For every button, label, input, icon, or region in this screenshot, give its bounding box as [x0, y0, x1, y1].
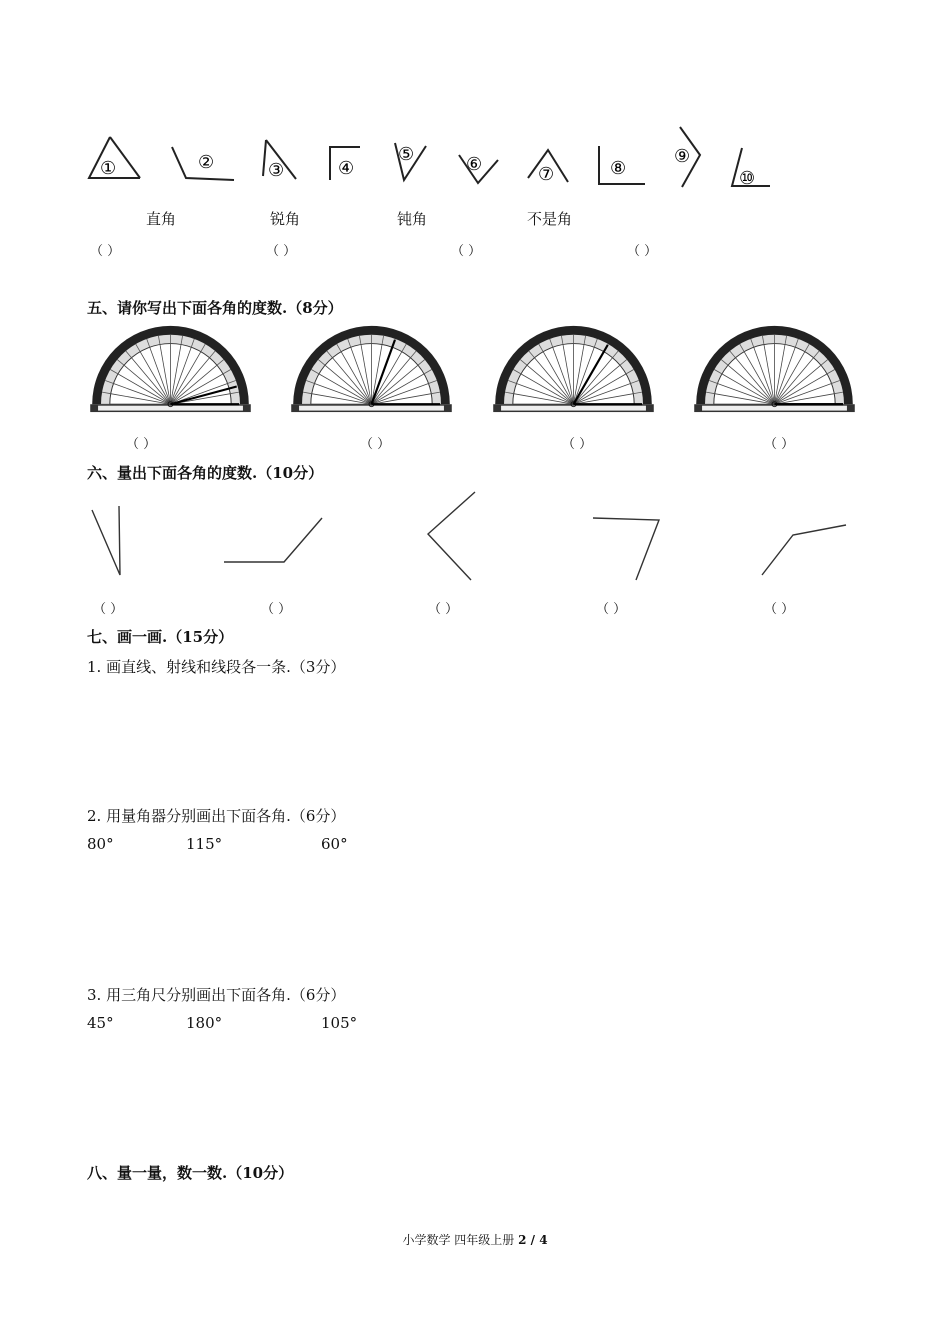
- question-7-1: 1. 画直线、射线和线段各一条.（3分）: [87, 658, 346, 676]
- category-not-angle: 不是角: [527, 210, 573, 228]
- protractor-answer-1[interactable]: （ ）: [126, 437, 157, 452]
- measure-angle-5: [762, 525, 846, 575]
- page-footer: [0, 1231, 950, 1248]
- question-7-3: 3. 用三角尺分别画出下面各角.（6分）: [87, 986, 346, 1004]
- measure-answer-4[interactable]: （ ）: [596, 602, 627, 617]
- measure-angles: [0, 480, 950, 590]
- protractor-2: [288, 322, 455, 415]
- q2-angle-115: 115°: [186, 835, 223, 853]
- figure-label-8: ⑧: [610, 158, 627, 179]
- category-obtuse-angle: 钝角: [397, 210, 428, 228]
- answer-blank-right-angle[interactable]: （ ）: [90, 244, 121, 259]
- angle-figure-10: [732, 148, 770, 189]
- q2-angle-60: 60°: [321, 835, 348, 853]
- angle-figure-7: [528, 150, 568, 185]
- angle-figures: [0, 0, 950, 200]
- section-8-title: 八、量一量，数一数.（10分）: [87, 1164, 294, 1182]
- figure-label-3: ③: [268, 160, 285, 181]
- question-7-2: 2. 用量角器分别画出下面各角.（6分）: [87, 807, 346, 825]
- angle-figure-6: [459, 154, 498, 183]
- figure-label-1: ①: [100, 158, 117, 179]
- protractor-1: [87, 322, 254, 415]
- angle-figure-3: [263, 140, 296, 181]
- section-6-title: 六、量出下面各角的度数.（10分）: [87, 464, 324, 482]
- protractor-answer-3[interactable]: （ ）: [562, 437, 593, 452]
- q2-angle-80: 80°: [87, 835, 114, 853]
- figure-label-10: ⑩: [739, 168, 756, 189]
- figure-label-7: ⑦: [538, 164, 555, 185]
- protractor-answer-4[interactable]: （ ）: [764, 437, 795, 452]
- measure-answer-2[interactable]: （ ）: [261, 602, 292, 617]
- angle-figure-2: [172, 147, 234, 180]
- answer-blank-obtuse-angle[interactable]: （ ）: [451, 244, 482, 259]
- protractor-4: [691, 322, 858, 415]
- measure-angle-2: [224, 518, 322, 562]
- measure-answer-1[interactable]: （ ）: [93, 602, 124, 617]
- q3-angle-45: 45°: [87, 1014, 114, 1032]
- q3-angle-180: 180°: [186, 1014, 223, 1032]
- category-right-angle: 直角: [146, 210, 177, 228]
- angle-figure-1: [89, 137, 140, 179]
- figure-label-2: ②: [198, 152, 215, 173]
- measure-answer-5[interactable]: （ ）: [764, 602, 795, 617]
- protractor-3: [490, 322, 657, 415]
- angle-figure-8: [599, 146, 645, 184]
- angle-figure-5: [395, 143, 426, 180]
- category-acute-angle: 锐角: [270, 210, 301, 228]
- angle-figure-4: [330, 147, 360, 180]
- measure-answer-3[interactable]: （ ）: [428, 602, 459, 617]
- measure-angle-1: [92, 506, 120, 575]
- footer-page: 2: [518, 1233, 527, 1247]
- figure-label-6: ⑥: [466, 154, 483, 175]
- angle-figure-9: [674, 127, 700, 187]
- measure-angle-4: [593, 518, 659, 580]
- figure-label-9: ⑨: [674, 146, 691, 167]
- figure-label-4: ④: [338, 158, 355, 179]
- q3-angle-105: 105°: [321, 1014, 358, 1032]
- section-7-title: 七、画一画.（15分）: [87, 628, 234, 646]
- answer-blank-not-angle[interactable]: （ ）: [627, 244, 658, 259]
- measure-angle-3: [428, 492, 475, 580]
- footer-text: 小学数学 四年级上册: [402, 1233, 519, 1247]
- figure-label-5: ⑤: [398, 144, 415, 165]
- section-5-title: 五、请你写出下面各角的度数.（8分）: [87, 299, 343, 317]
- footer-total: / 4: [526, 1233, 548, 1247]
- answer-blank-acute-angle[interactable]: （ ）: [266, 244, 297, 259]
- protractor-answer-2[interactable]: （ ）: [360, 437, 391, 452]
